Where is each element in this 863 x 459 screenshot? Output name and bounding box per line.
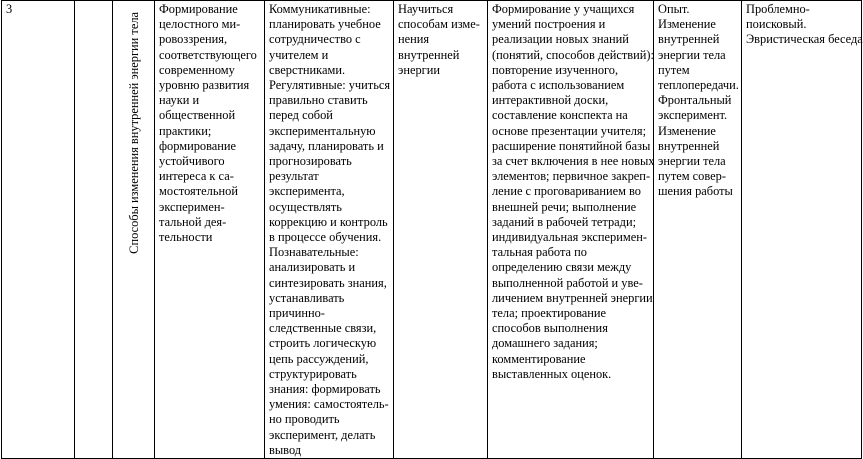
cell-line: тела; проектирование — [492, 306, 607, 321]
cell-line: анализировать и — [269, 260, 356, 275]
cell-line: причинно- — [269, 306, 325, 321]
cell-line: за счет включения в нее новых — [492, 154, 655, 169]
cell-line: осуществлять — [269, 199, 342, 214]
cell-line: домашнего задания; — [492, 336, 598, 351]
cell-line: эксперимент, делать — [269, 427, 376, 442]
cell-line: (понятий, способов действий): — [492, 47, 654, 62]
cell-line: основе презентации учителя; — [492, 123, 647, 138]
cell-line: умения: самостоятель- — [269, 397, 389, 412]
cell-line: задачу, планировать и — [269, 138, 384, 153]
cell-line: сотрудничество с — [269, 32, 361, 47]
cell-line: общественной — [159, 108, 236, 123]
cell-line: строить логическую — [269, 336, 377, 351]
cell-line: эксперимента, — [269, 184, 345, 199]
subject-results-cell — [394, 1, 488, 459]
stage-title-cell — [113, 1, 155, 459]
cell-line: заданий в рабочей тетради; — [492, 214, 637, 229]
cell-line: работа с использованием — [492, 78, 625, 93]
cell-line: шения работы — [658, 184, 733, 199]
cell-line: эксперимент. — [658, 108, 728, 123]
cell-line: синтезировать знания, — [269, 275, 387, 290]
cell-line: Изменение — [658, 123, 716, 138]
cell-line: мостоятельной — [159, 184, 238, 199]
cell-line: учителем и — [269, 47, 329, 62]
cell-line: повторение изученного, — [492, 62, 619, 77]
cell-line: способов выполнения — [492, 321, 608, 336]
cell-line: в процессе обучения. — [269, 230, 382, 245]
cell-line: тальной дея- — [159, 214, 227, 229]
cell-line: расширение понятийной базы — [492, 138, 651, 153]
cell-line: энергии тела — [658, 154, 726, 169]
cell-line: интерактивной доски, — [492, 93, 609, 108]
activities-cell — [488, 1, 654, 459]
cell-line: внешней речи; выполнение — [492, 199, 637, 214]
cell-line: тельности — [159, 230, 213, 245]
cell-line: ровоззрения, — [159, 32, 228, 47]
cell-line: путем — [658, 62, 690, 77]
cell-line: выставленных оценок. — [492, 366, 612, 381]
cell-line: экспериментальную — [269, 123, 376, 138]
cell-line: практики; — [159, 123, 212, 138]
cell-line: Формирование — [159, 2, 238, 16]
cell-line: энергии тела — [658, 47, 726, 62]
cell-line: реализации новых знаний — [492, 32, 629, 47]
cell-line: умений построения и — [492, 17, 606, 32]
cell-line: энергии — [398, 62, 440, 77]
cell-line: эксперимен- — [159, 199, 225, 214]
cell-line: внутренней — [658, 138, 720, 153]
uud-cell — [265, 1, 394, 459]
cell-line: путем совер- — [658, 169, 726, 184]
cell-line: выполненной работой и уве- — [492, 275, 643, 290]
cell-line: теплопередачи. — [658, 78, 739, 93]
cell-line: поисковый. — [746, 17, 807, 32]
cell-line: Фронтальный — [658, 93, 732, 108]
row-number: 3 — [6, 2, 13, 16]
cell-line: Формирование у учащихся — [492, 2, 635, 16]
cell-line: знания: формировать — [269, 382, 381, 397]
cell-line: Изменение — [658, 17, 716, 32]
cell-line: составление конспекта на — [492, 108, 628, 123]
cell-line: Опыт. — [658, 2, 690, 16]
cell-line: планировать учебное — [269, 17, 381, 32]
stage-title: Способы изменения внутренней энергии тела — [126, 12, 141, 254]
cell-line: правильно ставить — [269, 93, 368, 108]
cell-line: определению связи между — [492, 260, 632, 275]
row-number-cell — [2, 1, 75, 459]
personal-results-cell — [155, 1, 265, 459]
cell-line: элементов; первичное закреп- — [492, 169, 651, 184]
cell-line: индивидуальная эксперимен- — [492, 230, 647, 245]
cell-line: цепь рассуждений, — [269, 351, 369, 366]
cell-line: устанавливать — [269, 290, 345, 305]
cell-line: устойчивого — [159, 154, 225, 169]
cell-line: структурировать — [269, 366, 357, 381]
cell-line: тальная работа по — [492, 245, 587, 260]
cell-line: вывод — [269, 442, 302, 457]
cell-line: Познавательные: — [269, 245, 359, 260]
lesson-plan-table — [1, 0, 862, 459]
cell-line: ление с проговариванием во — [492, 184, 641, 199]
cell-line: Научиться — [398, 2, 454, 16]
cell-line: но проводить — [269, 412, 340, 427]
cell-line: сверстниками. — [269, 62, 346, 77]
cell-line: науки и — [159, 93, 200, 108]
cell-line: формирование — [159, 138, 237, 153]
cell-line: способам изме- — [398, 17, 480, 32]
cell-line: Эвристическая беседа — [746, 32, 863, 47]
cell-line: личением внутренней энергии — [492, 290, 653, 305]
cell-line: внутренней — [658, 32, 720, 47]
cell-line: целостного ми- — [159, 17, 241, 32]
cell-line: соответствующего — [159, 47, 257, 62]
cell-line: Проблемно- — [746, 2, 810, 16]
cell-line: коррекцию и контроль — [269, 214, 388, 229]
cell-line: интереса к са- — [159, 169, 234, 184]
forms-cell — [654, 1, 742, 459]
cell-line: Коммуникативные: — [269, 2, 371, 16]
cell-line: комментирование — [492, 351, 586, 366]
cell-line: внутренней — [398, 47, 460, 62]
empty-cell — [75, 1, 113, 459]
cell-line: современному — [159, 62, 235, 77]
table-row — [2, 1, 862, 459]
cell-line: уровню развития — [159, 78, 250, 93]
cell-line: перед собой — [269, 108, 333, 123]
cell-line: результат — [269, 169, 319, 184]
cell-line: Регулятивные: учиться — [269, 78, 391, 93]
cell-line: нения — [398, 32, 430, 47]
cell-line: прогнозировать — [269, 154, 352, 169]
methods-cell — [742, 1, 862, 459]
cell-line: следственные связи, — [269, 321, 377, 336]
